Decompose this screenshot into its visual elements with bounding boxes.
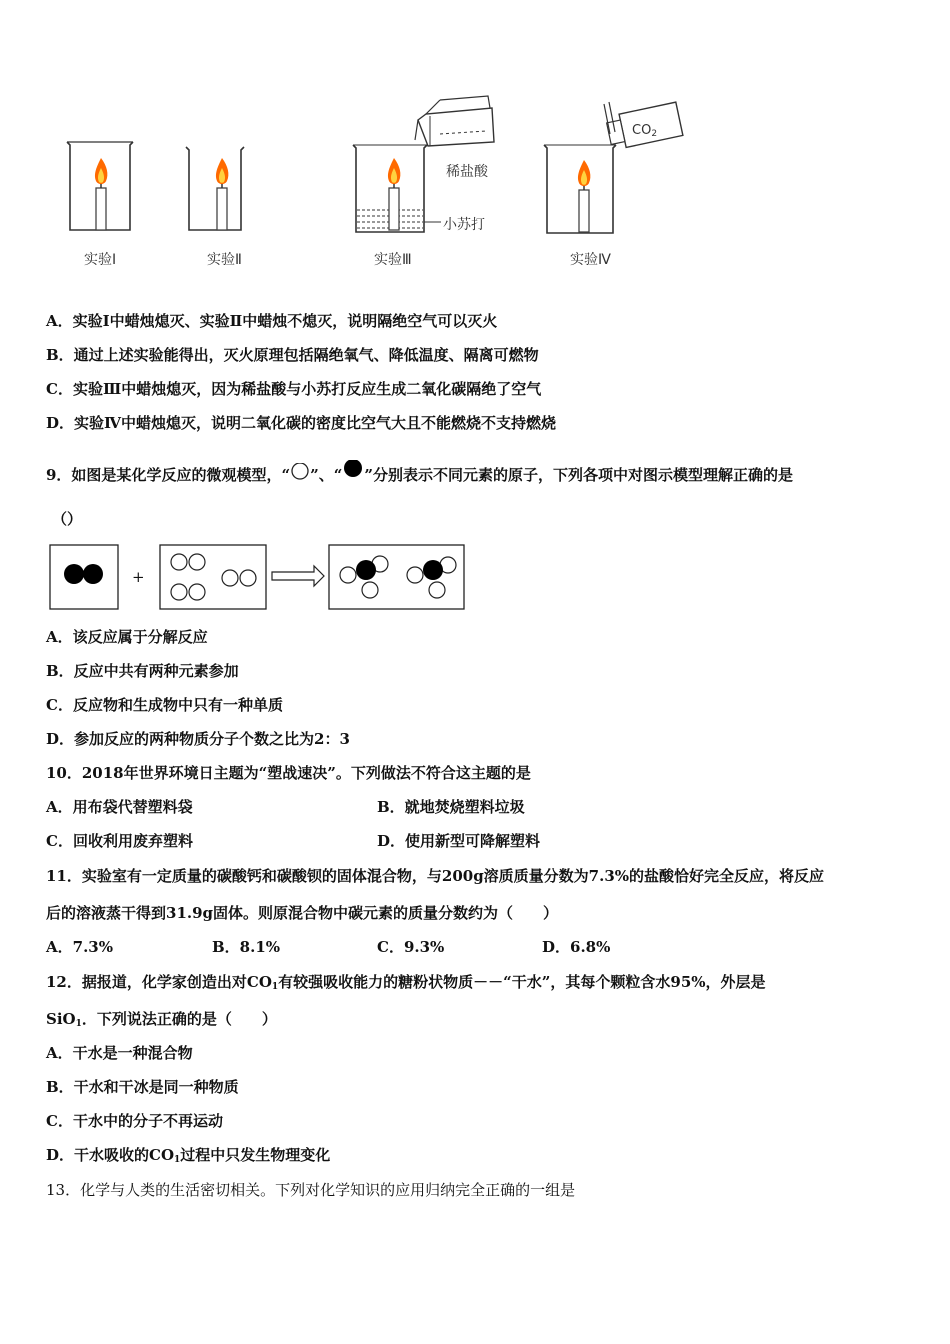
q8-option-d: D．实验Ⅳ中蜡烛熄灭，说明二氧化碳的密度比空气大且不能燃烧不支持燃烧	[46, 414, 557, 432]
q12-option-c: C．干水中的分子不再运动	[46, 1112, 223, 1130]
reactant-black-molecule-box	[50, 545, 118, 609]
q11-stem-line1: 11．实验室有一定质量的碳酸钙和碳酸钡的固体混合物，与200g溶质质量分数为7.3%的盐酸恰好完全反应，将反应	[46, 867, 825, 885]
q12-option-a: A．干水是一种混合物	[46, 1044, 193, 1062]
beaker-experiment-1	[67, 142, 133, 230]
experiment-label-4: 实验Ⅳ	[570, 252, 611, 268]
beaker-experiment-2	[186, 147, 244, 230]
q8-option-b: B．通过上述实验能得出，灭火原理包括隔绝氧气、降低温度、隔离可燃物	[46, 346, 539, 364]
q10-option-d: D．使用新型可降解塑料	[377, 832, 541, 850]
experiment-label-3: 实验Ⅲ	[374, 252, 412, 268]
reaction-arrow	[272, 566, 324, 586]
q10-stem: 10．2018年世界环境日主题为“塑战速决”。下列做法不符合这主题的是	[46, 764, 531, 782]
q12-stem-line1: 12．据报道，化学家创造出对$CO_1$有较强吸收能力的糖粉状物质－－“干水”，其每个颗粒含水95%，外层是	[46, 973, 766, 992]
plus-sign: +	[132, 568, 145, 586]
candle-experiments-figure	[0, 0, 950, 290]
white-atom-icon	[290, 463, 310, 483]
q9-option-a: A．该反应属于分解反应	[46, 628, 208, 646]
q9-option-c: C．反应物和生成物中只有一种单质	[46, 696, 283, 714]
q9-option-d: D．参加反应的两种物质分子个数之比为2：3	[46, 730, 350, 748]
q11-stem-line2: 后的溶液蒸干得到31.9g固体。则原混合物中碳元素的质量分数约为（ ）	[46, 904, 559, 922]
q9-stem: 9．如图是某化学反应的微观模型，“ ”、“ ”分别表示不同元素的原子，下列各项中对图示模型理解正确的是	[46, 460, 793, 485]
q10-option-c: C．回收利用废弃塑料	[46, 832, 193, 850]
q10-option-b: B．就地焚烧塑料垃圾	[377, 798, 525, 816]
beaker-experiment-4	[544, 102, 683, 233]
q12-option-b: B．干水和干冰是同一种物质	[46, 1078, 239, 1096]
experiment-label-1: 实验Ⅰ	[84, 252, 117, 268]
q11-option-c: C．9.3%	[377, 938, 445, 956]
q12-option-d: D．干水吸收的$CO_1$过程中只发生物理变化	[46, 1146, 331, 1165]
q11-option-a: A．7.3%	[46, 938, 113, 956]
baking-soda-label: 小苏打	[443, 217, 485, 233]
reaction-model-figure	[48, 543, 518, 615]
q12-stem-line2: SiO$_1$．下列说法正确的是（ ）	[46, 1010, 277, 1029]
q8-option-c: C．实验Ⅲ中蜡烛熄灭，因为稀盐酸与小苏打反应生成二氧化碳隔绝了空气	[46, 380, 542, 398]
q10-option-a: A．用布袋代替塑料袋	[46, 798, 193, 816]
q11-option-d: D．6.8%	[542, 938, 611, 956]
product-molecules-box	[329, 545, 464, 609]
reactant-white-molecules-box	[160, 545, 266, 609]
q13-stem: 13．化学与人类的生活密切相关。下列对化学知识的应用归纳完全正确的一组是	[46, 1181, 576, 1199]
q8-option-a: A．实验Ⅰ中蜡烛熄灭、实验Ⅱ中蜡烛不熄灭，说明隔绝空气可以灭火	[46, 312, 498, 330]
experiment-label-2: 实验Ⅱ	[207, 252, 242, 268]
black-atom-icon	[342, 460, 364, 482]
q9-paren: （）	[52, 510, 83, 528]
q11-option-b: B．8.1%	[212, 938, 281, 956]
acid-label: 稀盐酸	[446, 164, 488, 180]
co2-label: $CO_2$	[632, 123, 658, 139]
q9-option-b: B．反应中共有两种元素参加	[46, 662, 239, 680]
